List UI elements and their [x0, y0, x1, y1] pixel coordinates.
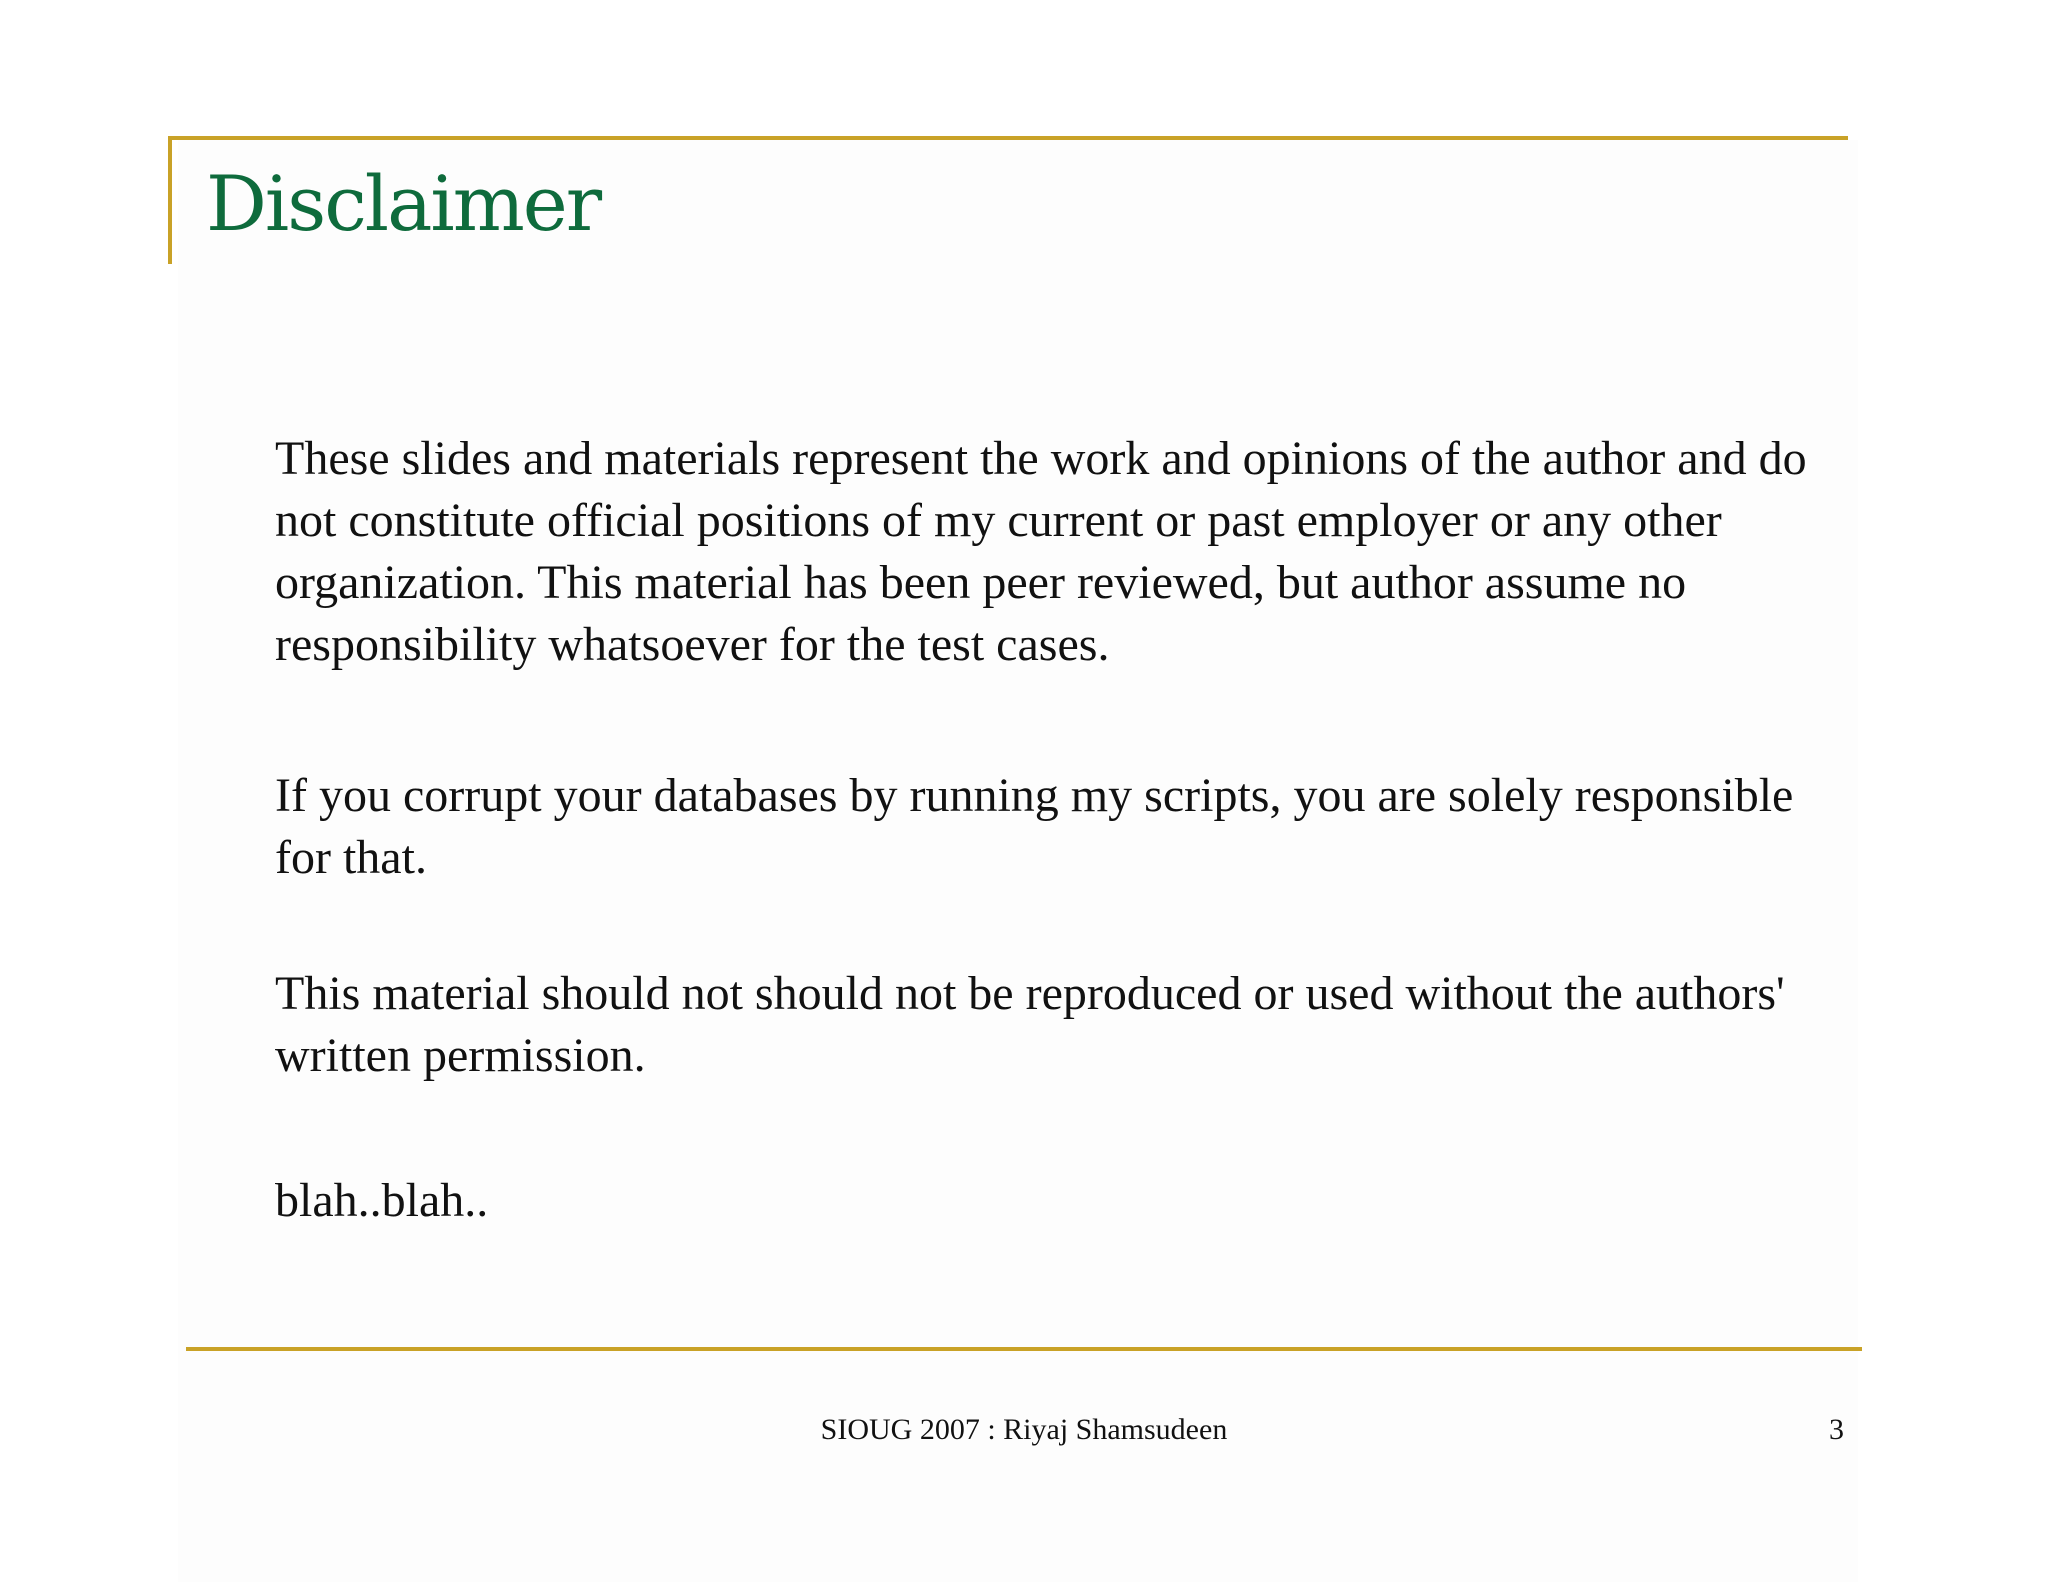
page-number: 3: [1829, 1413, 1844, 1446]
title-rule-left: [168, 136, 172, 264]
slide-title: Disclaimer: [206, 159, 601, 248]
disclaimer-paragraph-3: This material should not should not be reproduced or used without the authors' written permission.: [275, 967, 1785, 1082]
disclaimer-paragraph-1: These slides and materials represent the work and opinions of the author and do not constitute official positions of my current or past employer or any other organization. This material has been peer reviewed, but author assume no responsibility whatsoever for the test cases.: [275, 432, 1807, 671]
footer-credit: SIOUG 2007 : Riyaj Shamsudeen: [820, 1413, 1228, 1446]
title-rule-top: [168, 136, 1848, 140]
disclaimer-paragraph-4: blah..blah..: [275, 1174, 489, 1227]
disclaimer-paragraph-2: If you corrupt your databases by running my scripts, you are solely responsible for that.: [275, 769, 1794, 884]
footer-rule: [186, 1347, 1862, 1351]
